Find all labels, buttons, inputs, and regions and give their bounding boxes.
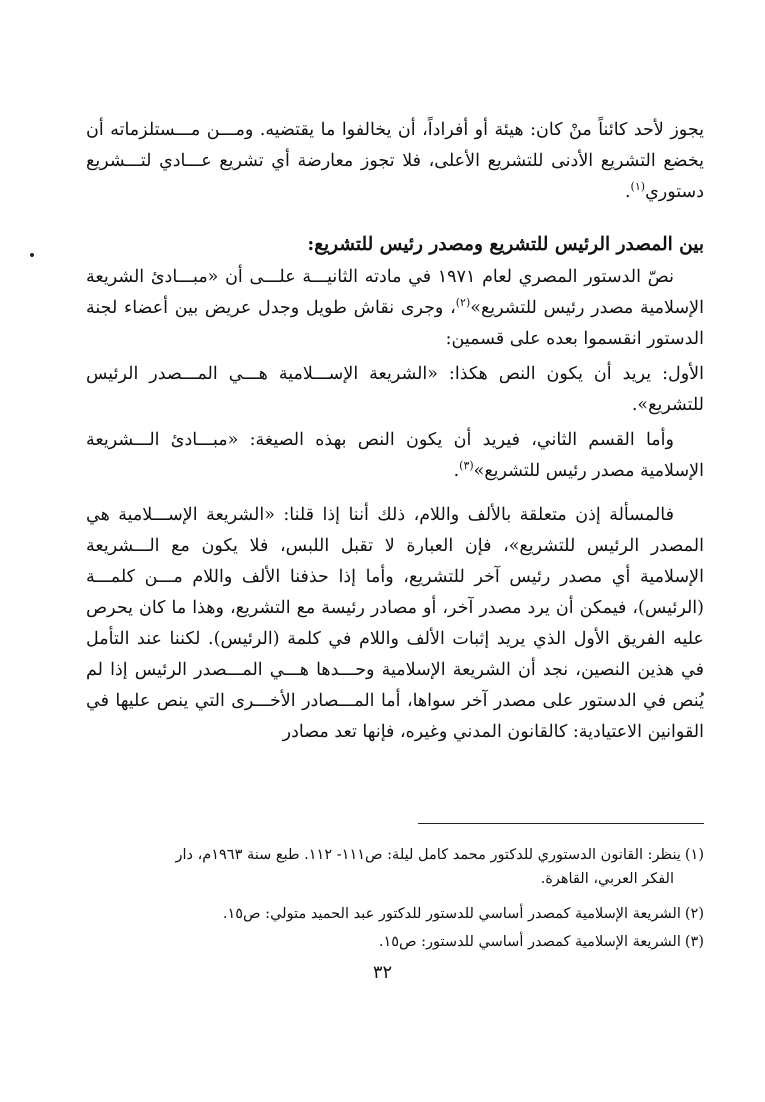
paragraph-3-text: الأول: يريد أن يكون النص هكذا: «الشريعة الإســـلامية هـــي المـــصدر الرئيس للتشريع». <box>86 364 704 415</box>
paragraph-4 <box>86 425 704 487</box>
paragraph-2-text: نصّ الدستور المصري لعام ١٩٧١ في مادته الثانيـــة علـــى أن «مبـــادئ الشريعة الإسلامية مصدر رئيس للتشريع» <box>86 267 704 318</box>
footnote-3-number: (٣) <box>684 934 704 950</box>
section-heading: بين المصدر الرئيس للتشريع ومصدر رئيس للتشريع: <box>307 234 704 255</box>
footnote-2-number: (٢) <box>684 906 704 922</box>
paragraph-4-end: . <box>453 461 460 481</box>
paragraph-5 <box>86 500 704 748</box>
stray-mark <box>30 253 34 257</box>
footnote-ref-1: (١) <box>630 180 646 194</box>
footnote-2 <box>86 902 704 926</box>
footnote-1 <box>86 843 704 891</box>
footnote-3 <box>86 930 704 954</box>
footnote-ref-2: (٢) <box>455 296 471 310</box>
footnote-3-text: الشريعة الإسلامية كمصدر أساسي للدستور: ص١٥. <box>378 934 681 950</box>
footnote-1-text: ينظر: القانون الدستوري للدكتور محمد كامل ليلة: ص١١١- ١١٢. طبع سنة ١٩٦٣م، دار <box>175 847 681 863</box>
paragraph-1-end: . <box>624 182 631 202</box>
paragraph-2 <box>86 262 704 355</box>
footnote-2-text: الشريعة الإسلامية كمصدر أساسي للدستور للدكتور عبد الحميد متولي: ص١٥. <box>222 906 681 922</box>
footnote-1-number: (١) <box>684 847 704 863</box>
paragraph-1 <box>86 115 704 208</box>
footnote-ref-3: (٣) <box>459 459 474 473</box>
paragraph-5-text: فالمسألة إذن متعلقة بالألف واللام، ذلك أننا إذا قلنا: «الشريعة الإســـلامية هي المصدر الرئيس للتشريع»، فإن العبارة لا تقبل اللبس، فلا يكون مع الـــشريعة الإسلامية أي مصدر رئيس آخر للتشريع، وأما إذا حذفنا الألف واللام مـــن كلمـــة (الرئيس)، فيمكن أن يرد مصدر آخر، أو مصادر رئيسة مع التشريع، وهذا ما كان يحرص عليه الفريق الأول الذي يريد إثبات الألف واللام في كلمة (الرئيس). لكننا عند التأمل في هذين النصين، نجد أن الشريعة الإسلامية وحـــدها هـــي المـــصدر الرئيس إذا لم يُنص في الدستور على مصدر آخر سواها، أما المـــصادر الأخـــرى التي ينص عليها في القوانين الاعتيادية: كالقانون المدني وغيره، فإنها تعد مصادر <box>86 505 704 742</box>
footnote-1-continuation: الفكر العربي، القاهرة. <box>540 871 674 887</box>
paragraph-3 <box>86 359 704 421</box>
paragraph-2-end: ، وجرى نقاش طويل وجدل عريض بين أعضاء لجنة الدستور انقسموا بعده على قسمين: <box>86 298 704 349</box>
footnote-separator <box>418 823 704 824</box>
page-number: ٣٢ <box>372 962 393 983</box>
paragraph-1-text: يجوز لأحد كائناً منْ كان: هيئة أو أفراداً، أن يخالفوا ما يقتضيه. ومـــن مـــستلزماته أن يخضع التشريع الأدنى للتشريع الأعلى، فلا تجوز معارضة أي تشريع عـــادي لتـــشريع دستوري <box>86 120 704 202</box>
paragraph-4-text: وأما القسم الثاني، فيريد أن يكون النص بهذه الصيغة: «مبـــادئ الـــشريعة الإسلامية مصدر رئيس للتشريع» <box>86 430 704 481</box>
